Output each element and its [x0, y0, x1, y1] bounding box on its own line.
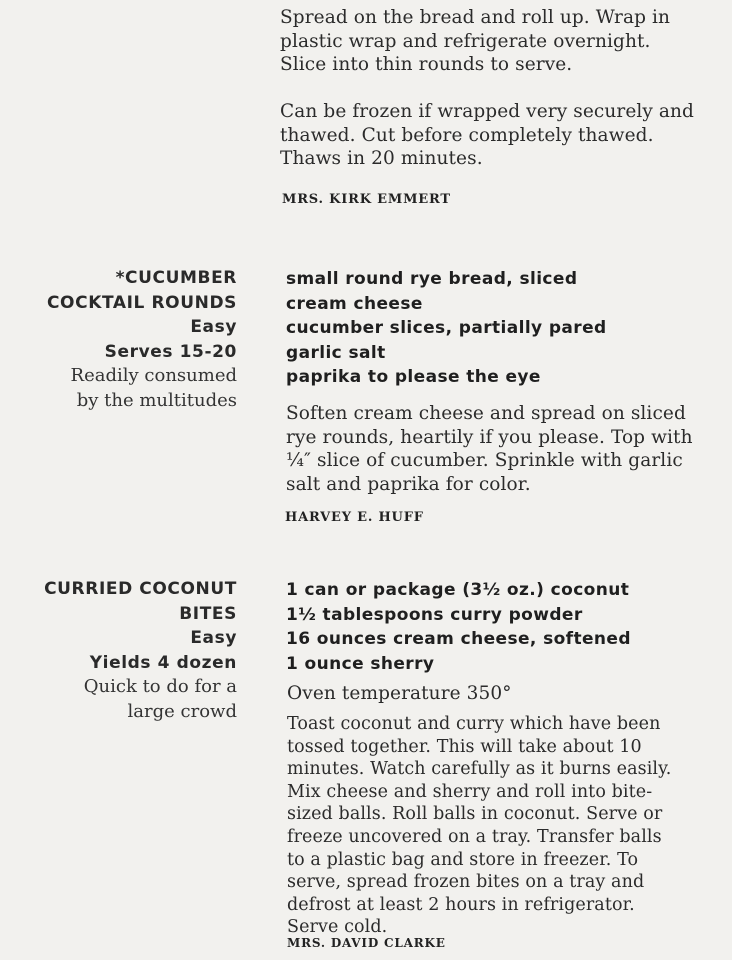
ingredient: 16 ounces cream cheese, softened [286, 629, 631, 649]
recipe-title: COCKTAIL ROUNDS [46, 292, 237, 313]
oven-temperature: Oven temperature 350° [287, 683, 512, 704]
recipe-title: *CUCUMBER [115, 268, 237, 288]
top-recipe-freezing-note: Can be frozen if wrapped very securely and thawed. Cut before completely thawed. Thaws in 20 minutes. [280, 101, 694, 169]
cucumber-directions: Soften cream cheese and spread on sliced rye rounds, heartily if you please. Top with ¼″ slice of cucumber. Sprinkle with garlic salt and paprika for color. [286, 403, 693, 495]
coconut-credit: MRS. DAVID CLARKE [287, 936, 446, 950]
recipe-note: Quick to do for a [83, 676, 237, 697]
recipe-note: by the multitudes [76, 389, 237, 411]
ingredient: small round rye bread, sliced [286, 269, 578, 289]
recipe-title: CURRIED COCONUT [44, 579, 237, 599]
ingredient: 1½ tablespoons curry powder [286, 604, 583, 625]
cucumber-credit: HARVEY E. HUFF [285, 510, 424, 525]
ingredient: paprika to please the eye [286, 367, 541, 387]
coconut-recipe-header [7, 577, 237, 724]
recipe-note: large crowd [127, 700, 237, 722]
top-recipe-credit: MRS. KIRK EMMERT [282, 192, 451, 207]
recipe-note: Readily consumed [70, 365, 237, 386]
ingredient: 1 can or package (3½ oz.) coconut [286, 580, 630, 600]
cucumber-recipe-header [7, 266, 237, 413]
ingredient: garlic salt [286, 342, 386, 363]
top-recipe-directions: Spread on the bread and roll up. Wrap in plastic wrap and refrigerate overnight. Slice into thin rounds to serve. [280, 7, 671, 75]
ingredient: 1 ounce sherry [286, 653, 435, 674]
servings: Serves 15-20 [104, 341, 237, 362]
yield: Yields 4 dozen [89, 652, 237, 673]
difficulty: Easy [190, 317, 237, 337]
recipe-title: BITES [179, 603, 237, 624]
cucumber-ingredients [286, 267, 726, 390]
ingredient: cream cheese [286, 293, 423, 314]
coconut-directions: Toast coconut and curry which have been tossed together. This will take about 10 minutes. Watch carefully as it burns easily. Mix cheese and sherry and roll into bite- sized balls. Roll balls in coconut. Serve or freeze uncovered on a tray. Transfer balls to a plastic bag and store in freezer. To serve, spread frozen bites on a tray and defrost at least 2 hours in refrigerator. Serve cold. [287, 714, 672, 938]
ingredient: cucumber slices, partially pared [286, 318, 607, 338]
coconut-ingredients [286, 578, 726, 676]
difficulty: Easy [190, 628, 237, 648]
